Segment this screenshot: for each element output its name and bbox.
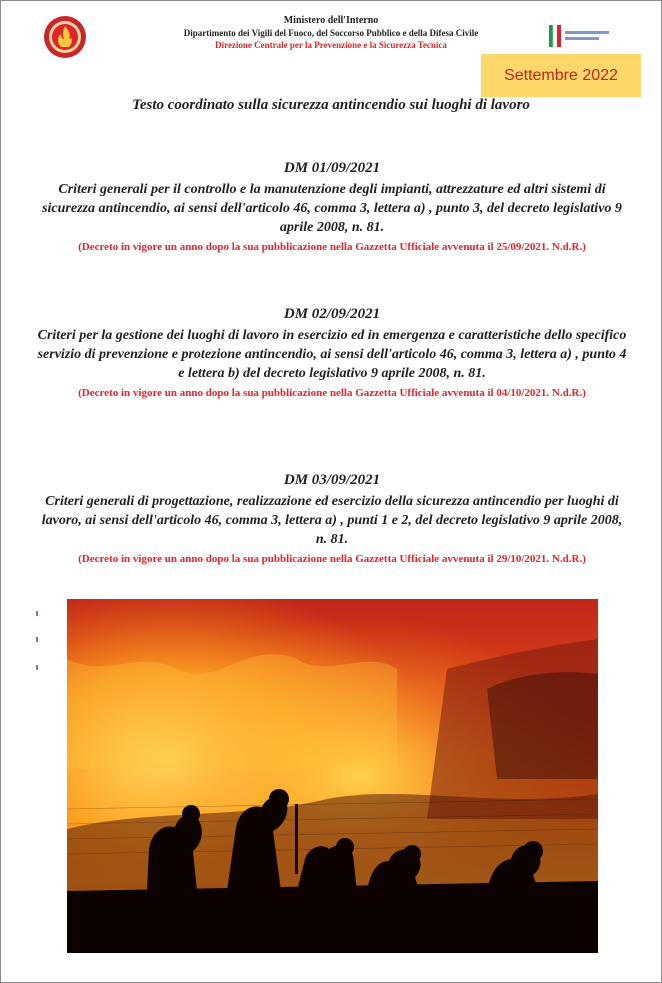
decree-section	[35, 305, 629, 400]
decree-note: (Decreto in vigore un anno dopo la sua pubblicazione nella Gazzetta Ufficiale avvenuta il 29/10/2021. N.d.R.)	[78, 553, 586, 565]
decree-section	[35, 471, 629, 566]
decree-section	[35, 159, 629, 254]
decree-description: Criteri generali per il controllo e la manutenzione degli impianti, attrezzature ed altri sistemi di sicurezza antincendio, ai sensi dell'articolo 46, comma 3, lettera a) , punto 3, del decreto legislativo 9 aprile 2008, n. 81.	[42, 182, 622, 235]
decree-note: (Decreto in vigore un anno dopo la sua pubblicazione nella Gazzetta Ufficiale avvenuta il 25/09/2021. N.d.R.)	[78, 241, 586, 253]
decree-code: DM 02/09/2021	[283, 306, 381, 322]
vigili-del-fuoco-emblem-icon	[43, 15, 87, 59]
margin-marker	[36, 611, 38, 616]
directorate-name: Direzione Centrale per la Prevenzione e la Sicurezza Tecnica	[215, 40, 447, 50]
date-badge: Settembre 2022	[481, 54, 641, 97]
margin-marker	[36, 665, 38, 670]
document-header	[121, 15, 541, 51]
decree-description: Criteri per la gestione dei luoghi di lavoro in esercizio ed in emergenza e caratteristiche dello specifico servizio di prevenzione e protezione antincendio, ai sensi dell'articolo 46, comma 3, lettera a) , punto 4 e lettera b) del decreto legislativo 9 aprile 2008, n. 81.	[37, 328, 627, 381]
ministero-interno-logo-icon	[549, 23, 619, 51]
document-title: Testo coordinato sulla sicurezza antincendio sui luoghi di lavoro	[132, 97, 530, 113]
decree-code: DM 03/09/2021	[283, 472, 381, 488]
margin-marker	[36, 637, 38, 642]
decree-code: DM 01/09/2021	[283, 160, 381, 176]
decree-note: (Decreto in vigore un anno dopo la sua pubblicazione nella Gazzetta Ufficiale avvenuta il 04/10/2021. N.d.R.)	[78, 387, 586, 399]
wildfire-firefighters-photo	[67, 599, 598, 953]
ministry-name: Ministero dell'Interno	[283, 15, 379, 26]
department-name: Dipartimento dei Vigili del Fuoco, del Soccorso Pubblico e della Difesa Civile	[183, 28, 479, 38]
decree-description: Criteri generali di progettazione, realizzazione ed esercizio della sicurezza antincendio per luoghi di lavoro, ai sensi dell'articolo 46, comma 3, lettera a) , punti 1 e 2, del decreto legislativo 9 aprile 2008, n. 81.	[41, 494, 623, 547]
